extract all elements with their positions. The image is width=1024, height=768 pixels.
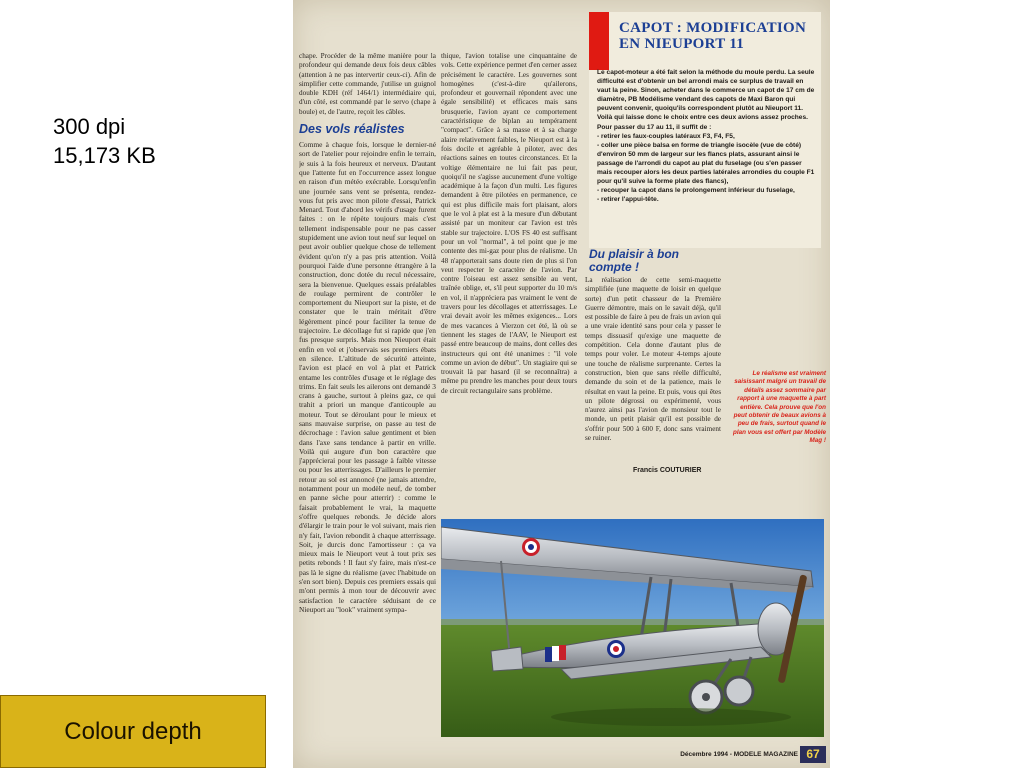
section-heading-vols: Des vols réalistes — [299, 122, 405, 137]
capot-step-1: - retirer les faux-couples latéraux F3, F4, F5, — [597, 132, 735, 140]
capot-step-4: - retirer l'appui-tête. — [597, 196, 659, 204]
biplane-photo-illustration — [441, 519, 824, 737]
red-accent-bar — [589, 12, 609, 70]
vols-paragraph: Comme à chaque fois, lorsque le dernier-né sort de l'atelier pour rejoindre enfin le terrain, je suis à la fois heureux et nerveux. D'autant que l'attente fut en l'occurrence assez longue en raison d'un météo exécrable. Lorsqu'enfin une journée sans vent se présenta, rendez-vous fut pris avec mon pilote d'essai, Patrick Menard. Tout d'abord les vérifs d'usage furent faites : on le répète toujours mais c'est tellement indispensable pour ne pas casser stupidement une avion tout neuf sur lequel on peut avoir oublier quelque chose de tellement évident qu'on n'y a pas pris attention. Voilà pourquoi l'aide d'une personne étrangère à la construction, donc dotée du recul nécessaire, sera la bienvenue. Quelques essais préalables de roulage permirent de contrôler le comportement du Nieuport sur la piste, et de constater que le train méritait d'être légèrement pincé pour faciliter la tenue de trajectoire. Le décollage fut si rapide que j'en fus presque surpris. Mais mon Nieuport était enfin en vol et j'observais ses premiers ébats en silence. L'altitude de sécurité atteinte, l'avion est placé en vol à plat et Patrick entame les contrôles d'usage et le réglage des trims. En fait seuls les ailerons ont demandé 3 crans à gauche, surtout à pleins gaz, ce qui trahit a priori un manque d'anticouple au moteur. Tout se déroulant pour le mieux et sans mauvaise surprise, on passe au test de décrochage : l'avion salue gentiment et bien dans l'axe sans tendance à partir en vrille. Voilà qui augure d'un bon caractère que j'apprécierai pour les passage à faible vitesse ou pour les atterrissages. D'ailleurs le premier retour au sol est annoncé (ne jamais attendre, notamment pour un modèle neuf, de tomber en panne sèche pour atterrir) : comme le faisait probablement le vrai, la maquette s'offre quelques rebonds. Je décide alors d'élargir le train pour le vol suivant, mais rien n'y fait, l'avion rebondit à chaque atterrissage. Soit, je durcis donc l'amortisseur : ça va mieux mais le Nieuport veut à tout prix ses petits rebonds ! Il faut s'y faire, mais n'est-ce pas là le signe du réalisme (avec l'habitude on s'en sort bien). Depuis ces premiers essais qui m'ont permis à mon tour de découvrir avec satisfaction le caractère séduisant de ce Nieuport au "look" vraiment sympa- — [299, 140, 436, 614]
column-2-paragraph: thique, l'avion totalise une cinquantaine de vols. Cette expérience permet d'en cerner assez précisément le caractère. Les gouvernes sont homogènes (c'est-à-dire qu'ailerons, profondeur et gouvernail répondent avec une égale sensibilité) et efficaces mais sans brusquerie, l'avion ayant ce comportement caractéristique de biplan au tempérament "compact". Grâce à sa masse et à sa charge alaire relativement faibles, le Nieuport est à la fois docile et agréable à piloter, avec des réactions saines en toutes circonstances. Et la voltige élémentaire ne lui fait pas peur, quoiqu'il ne s'agisse aucunement d'une voltige académique à la façon d'un multi. Les figures demandent à être pilotées en permanence, ce qui est plus difficile mais fort plaisant, alors que le vol à plat est à la mesure d'un débutant assisté par un moniteur car l'avion est très stable sur trajectoire. L'OS FS 40 est suffisant pour un vol "normal", à tel point que je me contente des mi-gaz pour plus de réalisme. Un 48 n'apporterait sans doute rien de plus si l'on veut respecter le caractère de l'avion. Par contre l'oiseau est assez sensible au vent, traînée oblige, et, s'il peut supporter du 10 m/s en vol, il n'appréciera pas vraiment le vent de travers pour les décollages et atterrissages. Le vrai devait avoir les mêmes exigences... Lors de mes vacances à Vierzon cet été, là où se tiennent les stages de l'AAV, le Nieuport est passé entre beaucoup de mains, dont celles des instructeurs qui ont été unanimes : "il vole comme un avion de début". Un stagiaire qui se trouvait là par hasard (il se reconnaîtra) a même pu prendre les manches pour deux tours de circuit rectangulaire sans problème. — [441, 52, 577, 395]
capot-box-title — [619, 20, 819, 52]
red-caption-sidebar: Le réalisme est vraiment saisissant malgré un travail de détails assez sommaire par rapport à une maquette à part entière. Cela prouve que l'on peut obtenir de beaux avions à peu de frais, surtout quand le plan vous est offert par Modèle Mag ! — [733, 370, 826, 445]
article-column-2 — [441, 52, 577, 522]
scan-info — [53, 112, 156, 170]
nieuport-biplane-photo — [441, 519, 824, 737]
resolution-label: 300 dpi — [53, 114, 126, 139]
capot-text-intro: Le capot-moteur a été fait selon la méthode du moule perdu. La seule difficulté est d'obtenir un bel arrondi mais ce surplus de travail en vaut la peine. Sinon, acheter dans le commerce un capot de 17 cm de diamètre, PB Modélisme vendant des capots de Maxi Baron qui peuvent convenir, quoiqu'ils correspondent plutôt au Nieuport 11. Voilà qui laisse donc le choix entre ces deux avions assez proches. Pour passer du 17 au 11, il suffit de : — [597, 69, 815, 131]
capot-step-3: - recouper la capot dans le prolongement inférieur du fuselage, — [597, 187, 795, 195]
page-footer — [680, 745, 828, 765]
file-size-label: 15,173 KB — [53, 143, 156, 168]
caption-text: Colour depth — [64, 717, 202, 745]
footer-issue-text: Décembre 1994 - MODELE MAGAZINE — [680, 751, 798, 758]
intro-paragraph: chape. Procéder de la même manière pour la profondeur qui demande deux fois deux câbles (attention à ne pas intervertir ceux-ci). Afin de simplifier cette commande, j'utilise un guignol double KDH (réf 1464/1) intermédiaire qui, d'un côté, est commandé par le servo (chape à boule) et, de l'autre, reçoit les câbles. — [299, 52, 436, 116]
plaisir-paragraph: La réalisation de cette semi-maquette simplifiée (une maquette de loisir en quelque sorte) d'un petit chasseur de la Première Guerre démontre, mais on le savait déjà, qu'il est possible de faire à peu de frais un avion qui a une vraie identité sans pour cela y passer le temps dissuasif qu'exige une maquette de compétition. Cela donne d'autant plus de temps pour voler. Le moteur 4-temps ajoute une touche de réalisme surprenante. Certes la construction, bien que sans réelle difficulté, demande du soin et de la patience, mais le résultat en vaut la peine. Et puis, vous qui êtes un pilote dégrossi ou expérimenté, vous n'aurez ainsi pas l'avion de monsieur tout le monde, un petit plaisir qu'il est possible de s'offrir pour 500 à 600 F, donc sans vraiment se ruiner. — [585, 276, 721, 443]
capot-title-line-2: EN NIEUPORT 11 — [619, 36, 745, 52]
section-heading-plaisir: Du plaisir à bon compte ! — [589, 247, 680, 274]
article-column-3 — [585, 276, 721, 486]
author-signature: Francis COUTURIER — [633, 467, 702, 474]
article-column-1 — [299, 52, 436, 742]
magazine-page-scan — [293, 0, 830, 768]
capot-sidebar-box — [589, 12, 821, 248]
caption-box — [0, 695, 266, 768]
capot-box-text — [597, 68, 815, 204]
page-number-badge: 67 — [800, 746, 826, 763]
capot-title-line-1: CAPOT : MODIFICATION — [619, 20, 807, 36]
capot-step-2: - coller une pièce balsa en forme de triangle isocèle (vue de côté) d'environ 50 mm de largeur sur les flancs plats, assurant ainsi le passage de l'arrondi du capot au plat du fuselage (ou s'en passer mais recouper alors les deux parties latérales arrondies du couple F1 pour qu'il suive la forme plate des flancs), — [597, 141, 815, 186]
